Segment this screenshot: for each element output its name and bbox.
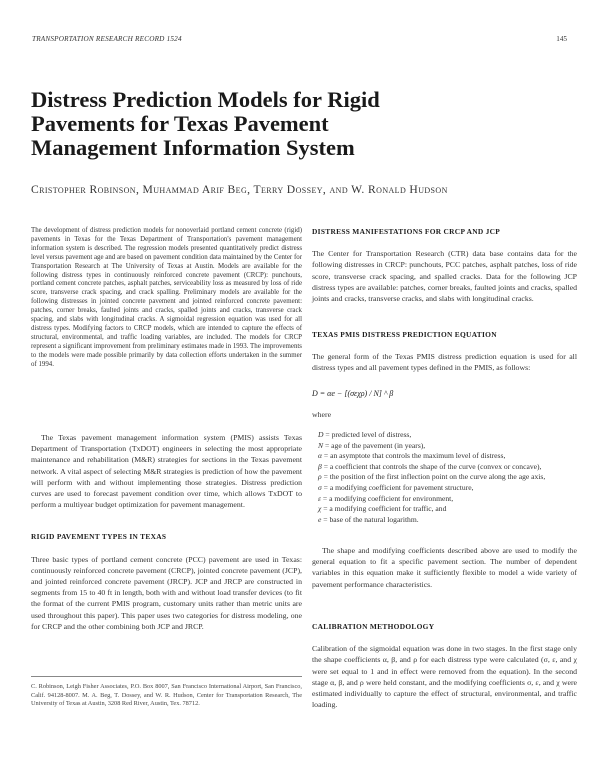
variable-definitions	[318, 430, 577, 525]
section-heading-calibration: CALIBRATION METHODOLOGY	[312, 622, 435, 631]
definition-item: D = predicted level of distress,	[318, 430, 412, 439]
author-affiliation-footnote: C. Robinson, Leigh Fisher Associates, P.O. Box 8007, San Francisco International Airport, San Francisco, Calif. 94128-8007. M. A. Beg, T. Dossey, and W. R. Hudson, Center for Transportation Research, The University of Texas at Austin, 3208 Red River, Austin, Tex. 78712.	[31, 683, 302, 708]
equation-followup	[312, 545, 577, 590]
page-number: 145	[556, 35, 567, 43]
calibration-section	[312, 621, 577, 710]
footnote-rule	[31, 676, 302, 677]
definition-item: σ = a modifying coefficient for pavement structure,	[318, 482, 474, 492]
rigid-paragraph: Three basic types of portland cement concrete (PCC) pavement are used in Texas: continuously reinforced concrete pavement (CRCP), jointed concrete pavement (JCP), and jointed reinforced concrete pavement (JRCP). JCP and JRCP are constructed in segments from 15 to 40 ft in length, both with and without load transfer devices (to fit the format of the current PMIS program, customary units rather than metric units are used throughout this paper). This paper uses two categories for distress modeling, one for CRCP and the other combining both JCP and JRCP.	[31, 554, 302, 631]
definition-item: ε = a modifying coefficient for environment,	[318, 493, 454, 503]
intro-paragraph: The Texas pavement management information system (PMIS) assists Texas Department of Transportation (TxDOT) engineers in selecting the most appropriate maintenance and rehabilitation (M&R) strategies for sections in the Texas pavement network. A vital aspect of selecting M&R strategies is prediction of how the pavement will perform with and without implementing those strategies. Distress prediction curves are used to forecast pavement condition over time, which allows TxDOT to perform a multiyear budget optimization for pavement management.	[31, 433, 302, 510]
definition-item: β = a coefficient that controls the shape of the curve (convex or concave),	[318, 461, 542, 471]
journal-header: TRANSPORTATION RESEARCH RECORD 1524	[32, 35, 182, 43]
equation-intro: The general form of the Texas PMIS distress prediction equation is used for all distress types and all pavement types defined in the PMIS, as follows:	[312, 352, 577, 373]
equation-section	[312, 329, 577, 374]
abstract-text: The development of distress prediction models for nonoverlaid portland cement concrete (rigid) pavements in Texas for the Texas Department of Transportation's pavement management information system is described. The regression models presented quantitatively predict distress level versus pavement age and are based on pavement condition data maintained by the Center for Transportation Research at The University of Texas at Austin. Models are available for the following distress types in continuously reinforced concrete pavement (CRCP): punchouts, portland cement concrete patches, asphalt patches, serviceability loss as measured by loss of ride score, transverse crack spacing, and crack spalling. Preliminary models are available for the following distresses in jointed concrete pavement and jointed reinforced concrete pavement: patches, corner breaks, faulted joints and cracks, spalled joints and cracks, transverse crack spacing, and slabs with longitudinal cracks. A sigmoidal regression equation was used for all distress types. Modifying factors to CRCP models, which are intended to capture the effects of structural, environmental, and traffic loading variables, are included. The models for CRCP represent a significant improvement from preliminary estimates made in 1993. The improvements to the models were made possible primarily by data collection efforts undertaken in the summer of 1994.	[31, 227, 302, 368]
definition-item: e = base of the natural logarithm.	[318, 514, 419, 524]
equation-after-paragraph: The shape and modifying coefficients described above are used to modify the general equation to fit a specific pavement section. The number of dependent variables in this equation make it sufficiently flexible to model a wide variety of pavement performance characteristics.	[312, 546, 577, 589]
distress-section	[312, 226, 577, 304]
author-list: Cristopher Robinson, Muhammad Arif Beg, Terry Dossey, and W. Ronald Hudson	[31, 183, 448, 196]
definition-item: α = an asymptote that controls the maximum level of distress,	[318, 451, 506, 461]
abstract	[31, 227, 302, 370]
section-heading-distress: DISTRESS MANIFESTATIONS FOR CRCP AND JCP	[312, 227, 501, 236]
calibration-paragraph: Calibration of the sigmoidal equation was done in two stages. In the first stage only the shape coefficients α, β, and ρ for each distress type were calculated (σ, ε, and χ were set equal to 1 and in effect were removed from the equation). In the second stage α, β, and ρ were held constant, and the modifying coefficients σ, ε, and χ were estimated individually to capture the effect of structural, environmental, and traffic loading.	[312, 644, 577, 710]
definition-item: N = age of the pavement (in years),	[318, 440, 426, 450]
definition-item: χ = a modifying coefficient for traffic, and	[318, 504, 447, 514]
distress-equation: D = αe − [(σεχρ) / N] ^ β	[312, 389, 394, 398]
distress-paragraph: The Center for Transportation Research (CTR) data base contains data for the following distresses in CRCP: punchouts, PCC patches, asphalt patches, loss of ride score, transverse crack spacing, and spalled cracks. Data for the following JCP distress types are available: patches, corner breaks, faulted joints and cracks, spalled joints and cracks, transverse cracks, and slabs with longitudinal cracks.	[312, 249, 577, 304]
section-heading-equation: TEXAS PMIS DISTRESS PREDICTION EQUATION	[312, 330, 497, 339]
definition-item: ρ = the position of the first inflection point on the curve along the age axis,	[318, 472, 546, 482]
section-heading-rigid: RIGID PAVEMENT TYPES IN TEXAS	[31, 532, 167, 542]
where-label: where	[312, 410, 332, 419]
left-column-body	[31, 432, 302, 632]
paper-title: Distress Prediction Models for Rigid Pavements for Texas Pavement Management Information System	[31, 87, 380, 160]
